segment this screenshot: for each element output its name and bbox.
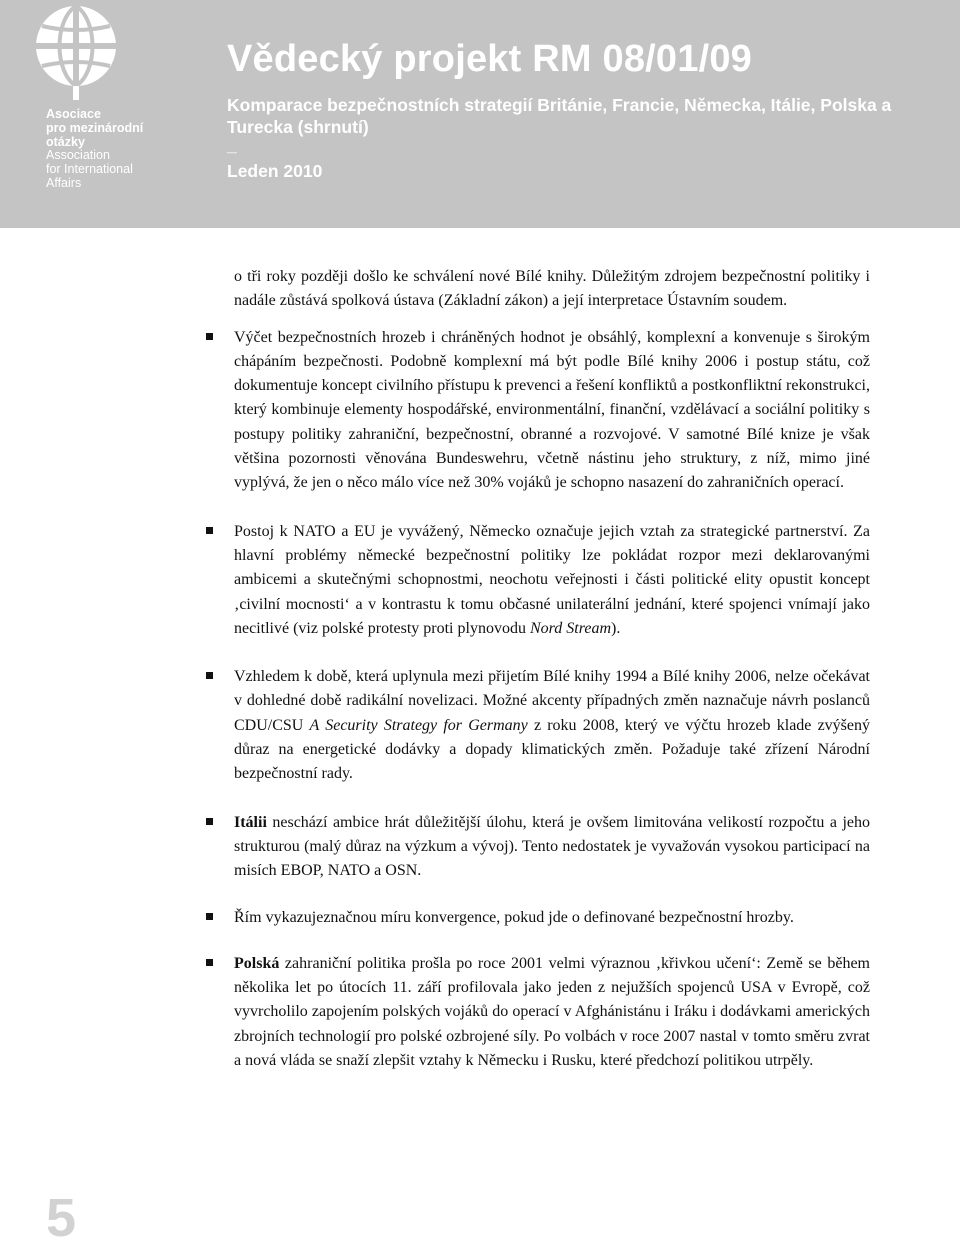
intro-paragraph: o tři roky později došlo ke schválení nové Bílé knihy. Důležitým zdrojem bezpečnostní politiky i nadále zůstává spolková ústava (Základní zákon) a její interpretace Ústavním soudem. [234,268,870,310]
paragraph-text: Řím vykazujeznačnou míru konvergence, pokud jde o definované bezpečnostní hrozby. [234,908,794,926]
paragraph-text: Vzhledem k době, která uplynula mezi přijetím Bílé knihy 1994 a Bílé knihy 2006, nelze očekávat v dohledné době radikální novelizaci. Možné akcenty případných změn naznačuje návrh poslanců CDU/CSU [234,668,870,734]
paragraph-text: neschází ambice hrát důležitější úlohu, která je ovšem limitována velikostí rozpočtu a jeho strukturou (malý důraz na výzkum a vývoj). Tento nedostatek je vyvažován vysokou participací na misích EBOP, NATO a OSN. [234,813,870,880]
square-bullet-icon [206,672,213,679]
document-date: Leden 2010 [227,161,323,181]
paragraph-text: Postoj k NATO a EU je vyvážený, Německo označuje jejich vztah za strategické partnerství. Za hlavní problémy německé bezpečnostní politiky lze pokládat rozpor mezi deklarovanými ambicemi a skutečnými schopnostmi, neochotu veřejnosti i části politické elity opustit koncept ‚civilní mocnosti‘ a v kontrastu k tomu občasné unilaterální jednání, které spojenci vnímají jako necitlivé (viz polské protesty proti plynovodu [234,522,870,637]
org-line: for International [46,162,133,177]
bullet-paragraph [234,811,870,884]
document-title: Vědecký projekt RM 08/01/09 [227,38,753,80]
document-subtitle: Komparace bezpečnostních strategií Británie, Francie, Německa, Itálie, Polska a Turecka (shrnutí) [227,95,892,137]
organization-name [46,108,143,191]
org-line: Association [46,148,110,163]
page-header [0,0,960,228]
org-line: Affairs [46,175,82,190]
bullet-paragraph [234,906,870,930]
italic-term: Nord Stream [529,619,611,637]
document-body [234,265,870,1073]
org-line: pro mezinárodní [46,120,144,135]
paragraph-text: z roku 2008, který ve výčtu hrozeb klade zvýšený důraz na energetické dodávky a dopady klimatických změn. Požaduje také zřízení Národní bezpečnostní rady. [234,716,871,783]
amo-globe-logo-icon [32,2,120,100]
bold-term: Polská [234,954,280,972]
italic-term: A Security Strategy for Germany [309,716,528,734]
paragraph-text: zahraniční politika prošla po roce 2001 velmi výraznou ‚křivkou učení‘: Země se během několika let po útocích 11. září profilovala jako jeden z nejužších spojenců USA v Evropě, což vyvrcholilo zapojením polských vojáků do operací v Afghánistánu i Iráku i dodávkami amerických zbrojních technologií pro polské ozbrojené síly. Po volbách v roce 2007 nastal v tomto směru zvrat a nová vláda se snaží zlepšit vztahy k Německu i Rusku, které předchozí politikou utrpěly. [234,954,870,1070]
page-number: 5 [46,1188,77,1248]
bullet-paragraph [234,520,870,641]
bullet-paragraph [234,952,870,1073]
org-line: Asociace [46,107,101,121]
paragraph-text: ). [611,619,621,637]
paragraph-text: Výčet bezpečnostních hrozeb i chráněných hodnot je obsáhlý, komplexní a konvenuje s širokým chápáním bezpečnosti. Podobně komplexní má být podle Bílé knihy 2006 i postup státu, což dokumentuje koncept civilního přístupu k prevenci a řešení konfliktů a postkonfliktní rekonstrukci, který kombinuje elementy hospodářské, environmentální, finanční, vzdělávací a sociální politiky s postupy politiky zahraniční, bezpečnostní, obranné a rozvojové. V samotné Bílé knize je však většina pozornosti věnována Bundeswehru, včetně nástinu jeho struktury, z níž, mimo jiné vyplývá, že jen o něco málo více než 30% vojáků je schopno nasazení do zahraničních operací. [234,328,870,492]
org-line: otázky [46,134,85,149]
header-dash: _ [227,135,237,155]
square-bullet-icon [206,818,213,825]
bold-term: Itálii [234,813,267,831]
square-bullet-icon [206,333,213,340]
bullet-paragraph [234,326,870,496]
bullet-paragraph [234,665,870,786]
square-bullet-icon [206,959,213,966]
square-bullet-icon [206,527,213,534]
square-bullet-icon [206,913,213,920]
